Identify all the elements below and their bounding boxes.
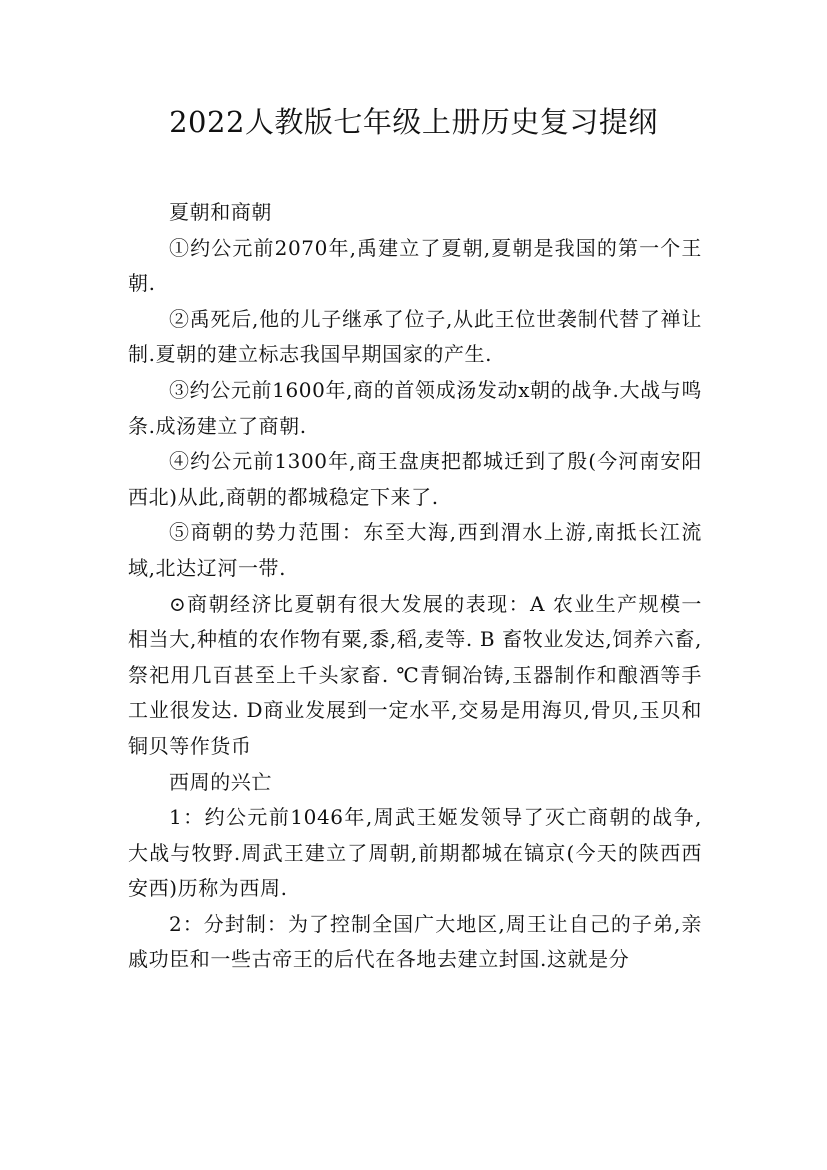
paragraph: ①约公元前2070年,禹建立了夏朝,夏朝是我国的第一个王朝. (128, 235, 702, 296)
paragraph: 1：约公元前1046年,周武王姬发领导了灭亡商朝的战争,大战与牧野.周武王建立了周朝,前期都城在镐京(今天的陕西西安西)历称为西周. (128, 805, 702, 901)
document-title: 2022人教版七年级上册历史复习提纲 (169, 105, 658, 139)
paragraph: 2：分封制：为了控制全国广大地区,周王让自己的子弟,亲戚功臣和一些古帝王的后代在各地去建立封国.这就是分 (128, 911, 702, 972)
paragraph: ②禹死后,他的儿子继承了位子,从此王位世袭制代替了禅让制.夏朝的建立标志我国早期国家的产生. (128, 306, 702, 367)
section-heading-xia-shang: 夏朝和商朝 (169, 200, 272, 224)
paragraph: ③约公元前1600年,商的首领成汤发动x朝的战争.大战与鸣条.成汤建立了商朝. (128, 377, 702, 438)
paragraph: ⊙商朝经济比夏朝有很大发展的表现：A 农业生产规模一相当大,种植的农作物有粟,黍,稻,麦等. B 畜牧业发达,饲养六畜,祭祀用几百甚至上千头家畜. ℃青铜冶铸,玉器制作和酿酒等手工业很发达. D商业发展到一定水平,交易是用海贝,骨贝,玉贝和铜贝等作货币 (128, 591, 702, 758)
section-heading-western-zhou: 西周的兴亡 (169, 769, 272, 794)
document-body (128, 195, 702, 978)
paragraph: ④约公元前1300年,商王盘庚把都城迁到了殷(今河南安阳西北)从此,商朝的都城稳定下来了. (128, 449, 702, 509)
paragraph: ⑤商朝的势力范围：东至大海,西到渭水上游,南抵长江流域,北达辽河一带. (128, 520, 702, 580)
